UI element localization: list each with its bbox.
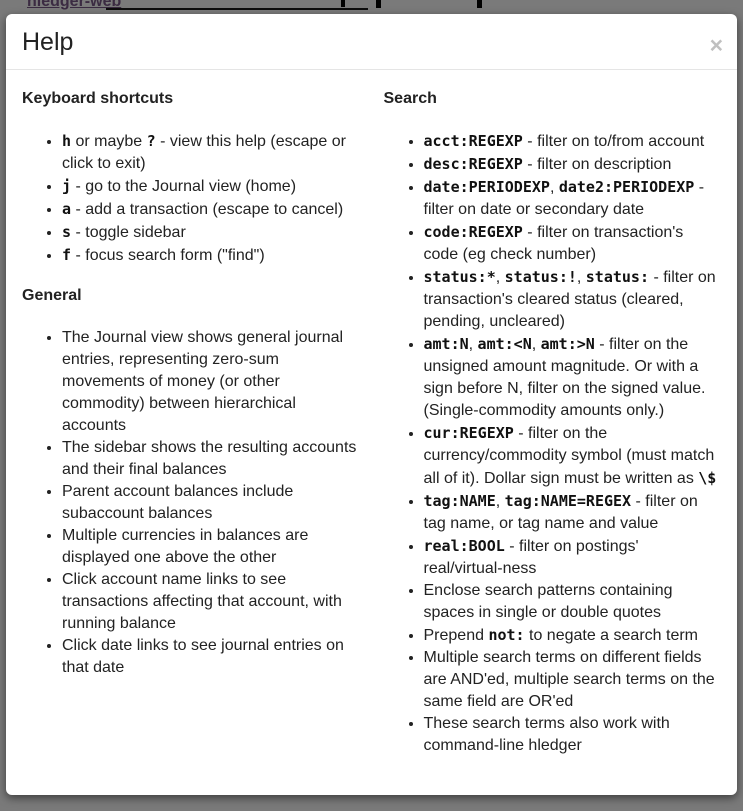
text-run: or maybe: [71, 133, 147, 150]
text-run: - filter on the unsigned amount magnitude. Or with a sign before N, filter on the signed value. (Single-commodity amounts only.): [423, 336, 706, 419]
text-run: Enclose search patterns containing spaces in single or double quotes: [423, 582, 673, 621]
help-list-item: [424, 333, 722, 422]
text-run: ,: [468, 336, 478, 353]
code-term: amt:>N: [540, 335, 595, 353]
text-run: Multiple currencies in balances are displayed one above the other: [62, 527, 309, 566]
code-term: not:: [488, 626, 525, 644]
code-term: status:: [585, 268, 649, 286]
code-term: date2:PERIODEXP: [558, 178, 695, 196]
section-heading: General: [22, 287, 82, 304]
text-run: - filter on transaction's cleared status (cleared, pending, uncleared): [423, 269, 716, 330]
help-list-item: [62, 221, 360, 244]
help-list: [384, 130, 722, 757]
help-list-item: [424, 221, 722, 266]
code-term: tag:NAME=REGEX: [504, 492, 632, 510]
help-modal: [6, 14, 737, 795]
help-list-item: [62, 198, 360, 221]
text-run: - filter on the currency/commodity symbol (must match all of it). Dollar sign must be written as: [423, 425, 715, 487]
help-list-item: [424, 535, 722, 580]
section-heading: Keyboard shortcuts: [22, 90, 174, 107]
code-term: h: [62, 132, 72, 150]
code-term: amt:<N: [477, 335, 532, 353]
code-term: f: [62, 246, 72, 264]
help-list-item: [62, 635, 360, 679]
text-run: - filter on tag name, or tag name and value: [423, 493, 698, 532]
text-run: ,: [576, 269, 586, 286]
help-column-right: [384, 90, 722, 767]
text-run: - add a transaction (escape to cancel): [71, 201, 344, 218]
help-list-item: [62, 175, 360, 198]
code-term: amt:N: [423, 335, 469, 353]
code-term: \$: [698, 469, 717, 487]
help-list-item: [62, 569, 360, 635]
code-term: tag:NAME: [423, 492, 496, 510]
help-list-item: [424, 130, 722, 153]
help-list-item: [424, 580, 722, 624]
code-term: j: [62, 177, 72, 195]
code-term: status:*: [423, 268, 496, 286]
help-list: [22, 327, 360, 679]
help-list-item: [424, 422, 722, 490]
help-list-item: [62, 327, 360, 437]
text-run: - filter on transaction's code (eg check number): [423, 224, 684, 263]
text-run: The Journal view shows general journal entries, representing zero-sum movements of money (or other commodity) between hierarchical accounts: [62, 329, 344, 434]
text-run: to negate a search term: [524, 627, 698, 644]
code-term: acct:REGEXP: [423, 132, 523, 150]
code-term: code:REGEXP: [423, 223, 523, 241]
code-term: desc:REGEXP: [423, 155, 523, 173]
text-run: ,: [495, 269, 505, 286]
text-run: Prepend: [423, 627, 489, 644]
help-list-item: [424, 713, 722, 757]
code-term: a: [62, 200, 72, 218]
text-run: ,: [495, 493, 505, 510]
code-term: s: [62, 223, 72, 241]
text-run: Click date links to see journal entries on that date: [62, 637, 344, 676]
help-column-left: [22, 90, 360, 767]
text-run: ,: [549, 179, 559, 196]
help-list-item: [424, 624, 722, 647]
code-term: status:!: [504, 268, 577, 286]
help-list: [22, 130, 360, 267]
help-list-item: [424, 266, 722, 333]
text-run: Multiple search terms on different fields are AND'ed, multiple search terms on the same field are OR'ed: [423, 649, 715, 710]
code-term: cur:REGEXP: [423, 424, 514, 442]
modal-title: Help: [22, 28, 74, 56]
help-list-item: [62, 437, 360, 481]
text-run: - focus search form ("find"): [71, 247, 265, 264]
text-run: ,: [531, 336, 541, 353]
help-list-item: [424, 153, 722, 176]
help-list-item: [424, 490, 722, 535]
help-list-item: [424, 176, 722, 221]
code-term: ?: [146, 132, 156, 150]
text-run: - filter on postings' real/virtual-ness: [423, 538, 639, 577]
text-run: - view this help (escape or click to exit): [62, 133, 346, 172]
text-run: - filter on description: [522, 156, 672, 173]
help-list-item: [62, 481, 360, 525]
help-list-item: [424, 647, 722, 713]
text-run: These search terms also work with command-line hledger: [423, 715, 670, 754]
code-term: real:BOOL: [423, 537, 505, 555]
help-list-item: [62, 130, 360, 175]
modal-header: [6, 14, 737, 70]
text-run: - filter on to/from account: [522, 133, 705, 150]
text-run: - toggle sidebar: [71, 224, 186, 241]
help-list-item: [62, 525, 360, 569]
text-run: Click account name links to see transactions affecting that account, with running balance: [62, 571, 342, 632]
section-heading: Search: [383, 90, 437, 107]
text-run: The sidebar shows the resulting accounts and their final balances: [62, 439, 357, 478]
close-button[interactable]: ×: [709, 32, 723, 58]
text-run: - go to the Journal view (home): [71, 178, 297, 195]
text-run: - filter on date or secondary date: [423, 179, 705, 218]
code-term: date:PERIODEXP: [423, 178, 550, 196]
modal-body: [6, 70, 737, 787]
text-run: Parent account balances include subaccount balances: [62, 483, 294, 522]
help-list-item: [62, 244, 360, 267]
